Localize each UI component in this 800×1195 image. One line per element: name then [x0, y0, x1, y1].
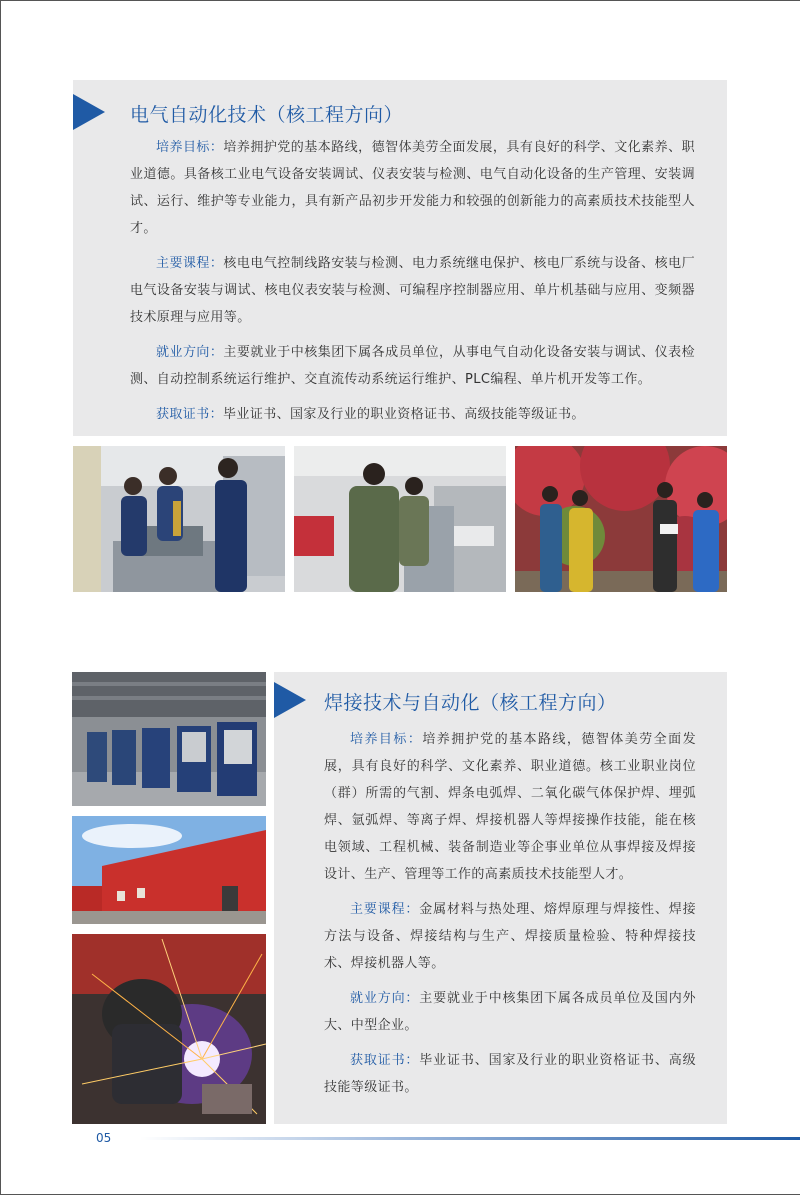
footer-divider	[140, 1137, 800, 1140]
section1-cert-text: 毕业证书、国家及行业的职业资格证书、高级技能等级证书。	[223, 407, 585, 422]
welder-sparks-photo	[72, 934, 266, 1124]
section1-courses-text: 核电电气控制线路安装与检测、电力系统继电保护、核电厂系统与设备、核电厂电气设备安装与调试、核电仪表安装与检测、可编程序控制器应用、单片机基础与应用、变频器技术原理与应用等。	[130, 256, 695, 325]
section2-cert-label: 获取证书：	[350, 1053, 420, 1068]
section1-career-label: 就业方向：	[156, 345, 224, 360]
section1-career-text: 主要就业于中核集团下属各成员单位，从事电气自动化设备安装与调试、仪表检测、自动控制系统运行维护、交直流传动系统运行维护、PLC编程、单片机开发等工作。	[130, 345, 695, 387]
section1-goal	[130, 134, 695, 242]
section1-body	[130, 134, 695, 436]
section2-courses	[324, 896, 696, 977]
section2-arrow-icon	[274, 682, 306, 718]
section2-title: 焊接技术与自动化（核工程方向）	[324, 692, 617, 714]
section1-courses-label: 主要课程：	[156, 256, 224, 271]
students-reading-outdoors-photo	[515, 446, 727, 592]
section2-goal-label: 培养目标：	[350, 732, 423, 747]
section2-cert-text: 毕业证书、国家及行业的职业资格证书、高级技能等级证书。	[324, 1053, 696, 1095]
welding-booths-workshop-photo	[72, 672, 266, 806]
section2-body	[324, 726, 696, 1109]
section2-career-text: 主要就业于中核集团下属各成员单位及国内外大、中型企业。	[324, 991, 696, 1033]
page-number: 05	[96, 1131, 112, 1145]
section1-goal-text: 培养拥护党的基本路线，德智体美劳全面发展，具有良好的科学、文化素养、职业道德。具备核工业电气设备安装调试、仪表安装与检测、电气自动化设备的生产管理、安装调试、运行、维护等专业能力，具有新产品初步开发能力和较强的创新能力的高素质技术技能型人才。	[130, 140, 695, 236]
section2-goal-text: 培养拥护党的基本路线，德智体美劳全面发展，具有良好的科学、文化素养、职业道德。核工业职业岗位（群）所需的气割、焊条电弧焊、二氧化碳气体保护焊、埋弧焊、氩弧焊、等离子焊、焊接机器人等焊接操作技能，能在核电领域、工程机械、装备制造业等企事业单位从事焊接及焊接设计、生产、管理等工作的高素质技术技能型人才。	[324, 732, 696, 882]
section2-cert	[324, 1047, 696, 1101]
red-factory-building-photo	[72, 816, 266, 924]
section2-courses-label: 主要课程：	[350, 902, 420, 917]
section1-cert	[130, 401, 695, 428]
section1-courses	[130, 250, 695, 331]
section1-arrow-icon	[73, 94, 105, 130]
section1-cert-label: 获取证书：	[156, 407, 224, 422]
section2-goal	[324, 726, 696, 888]
section1-title: 电气自动化技术（核工程方向）	[130, 104, 404, 126]
section1-goal-label: 培养目标：	[156, 140, 224, 155]
students-lab-equipment-photo	[294, 446, 506, 592]
section2-career	[324, 985, 696, 1039]
section2-career-label: 就业方向：	[350, 991, 420, 1006]
students-electrical-training-photo	[73, 446, 285, 592]
section2-courses-text: 金属材料与热处理、熔焊原理与焊接性、焊接方法与设备、焊接结构与生产、焊接质量检验、特种焊接技术、焊接机器人等。	[324, 902, 696, 971]
section1-career	[130, 339, 695, 393]
